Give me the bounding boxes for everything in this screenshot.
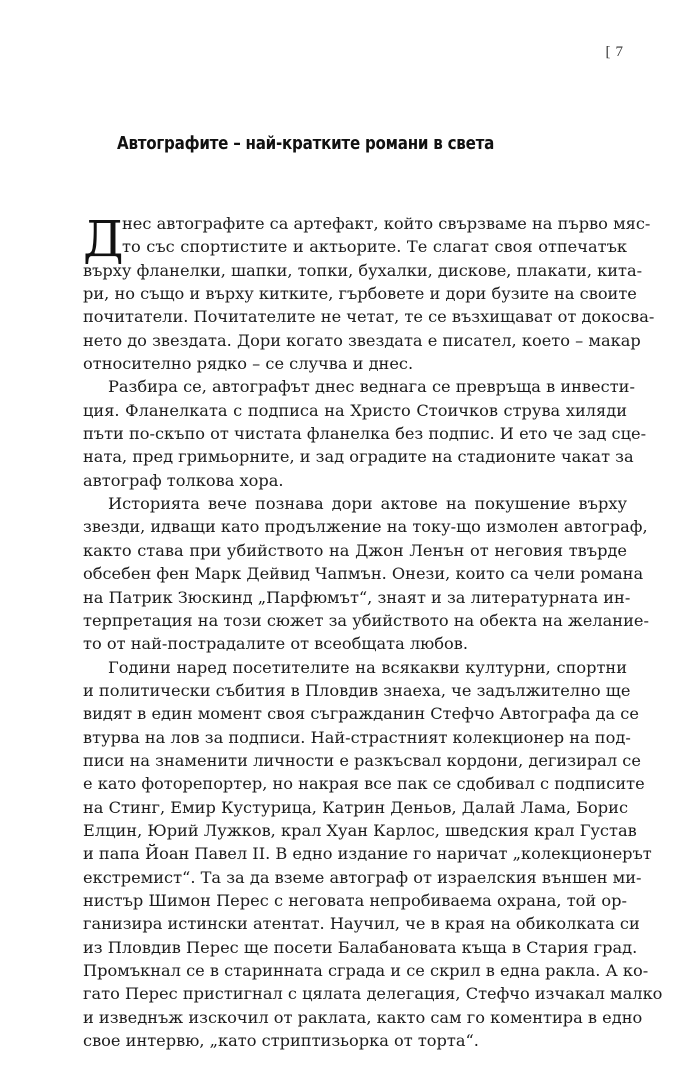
text-line: то от най-пострадалите от всеобщата любов. <box>83 634 469 654</box>
text-line: свое интервю, „като стриптизьорка от торта“. <box>83 1031 479 1051</box>
text-line: Историята вече познава дори актове на покушение върху <box>108 494 627 514</box>
text-line: ция. Фланелката с подписа на Христо Стоичков струва хиляди <box>83 400 627 420</box>
text-line: Разбира се, автографът днес веднага се превръща в инвести- <box>108 377 635 397</box>
page-number <box>606 44 625 61</box>
text-line: и политически събития в Пловдив знаеха, че задължително ще <box>83 680 631 700</box>
text-line: на Патрик Зюскинд „Парфюмът“, знаят и за литературната ин- <box>83 587 631 607</box>
text-line: звезди, идващи като продължение на току-що измолен автограф, <box>83 517 648 537</box>
page-number-value: 7 <box>615 44 624 60</box>
text-line: ри, но също и върху китките, гърбовете и дори бузите на своите <box>83 284 637 304</box>
text-line: писи на знаменити личности е разкъсвал кордони, дегизирал се <box>83 750 641 770</box>
text-line: ганизира истински атентат. Научил, че в края на обиколката си <box>83 914 640 934</box>
text-line: относително рядко – се случва и днес. <box>83 354 414 374</box>
chapter-title: Автографите – най-кратките романи в света <box>117 133 495 154</box>
text-line: втурва на лов за подписи. Най-страстният колекционер на под- <box>83 727 631 747</box>
text-line: автограф толкова хора. <box>83 470 284 490</box>
text-line: екстремист“. Та за да вземе автограф от израелския външен ми- <box>83 867 642 887</box>
text-line: Години наред посетителите на всякакви културни, спортни <box>108 657 627 677</box>
text-line: терпретация на този сюжет за убийството на обекта на желание- <box>83 610 649 630</box>
drop-cap-letter: Д <box>83 210 124 268</box>
body-text <box>83 210 663 1052</box>
text-line: нето до звездата. Дори когато звездата е писател, което – макар <box>83 330 641 350</box>
page-number-bracket: [ <box>605 44 612 60</box>
text-line: Промъкнал се в старинната сграда и се скрил в една ракла. А ко- <box>83 961 649 980</box>
text-line: то със спортистите и актьорите. Те слагат своя отпечатък <box>122 237 627 257</box>
text-line: нистър Шимон Перес с неговата непробиваема охрана, той ор- <box>83 890 627 910</box>
text-line: из Пловдив Перес ще посети Балабановата къща в Стария град. <box>83 937 638 957</box>
text-line: и изведнъж изскочил от раклата, както сам го коментира в едно <box>83 1007 643 1027</box>
text-line: пъти по-скъпо от чистата фланелка без подпис. И ето че зад сце- <box>83 424 647 444</box>
text-line: ната, пред гримьорните, и зад оградите на стадионите чакат за <box>83 447 634 467</box>
text-line: почитатели. Почитателите не четат, те се възхищават от докосва- <box>83 307 655 327</box>
text-line: както става при убийството на Джон Ленън от неговия твърде <box>83 540 627 560</box>
text-line: видят в един момент своя съгражданин Стефчо Автографа да се <box>83 704 639 724</box>
text-line: и папа Йоан Павел II. В едно издание го наричат „колекционерът <box>83 844 652 864</box>
text-line: е като фоторепортер, но накрая все пак се сдобивал с подписите <box>83 774 645 794</box>
text-line: обсебен фен Марк Дейвид Чапмън. Онези, които са чели романа <box>83 564 644 584</box>
text-line: Елцин, Юрий Лужков, крал Хуан Карлос, шведския крал Густав <box>83 820 637 840</box>
text-line: на Стинг, Емир Кустурица, Катрин Деньов, Далай Лама, Борис <box>83 797 629 817</box>
text-line: върху фланелки, шапки, топки, бухалки, дискове, плакати, кита- <box>83 260 643 280</box>
text-line: гато Перес пристигнал с цялата делегация, Стефчо изчакал малко <box>83 984 663 1004</box>
text-line: нес автографите са артефакт, който свързваме на първо мяс- <box>122 214 651 233</box>
